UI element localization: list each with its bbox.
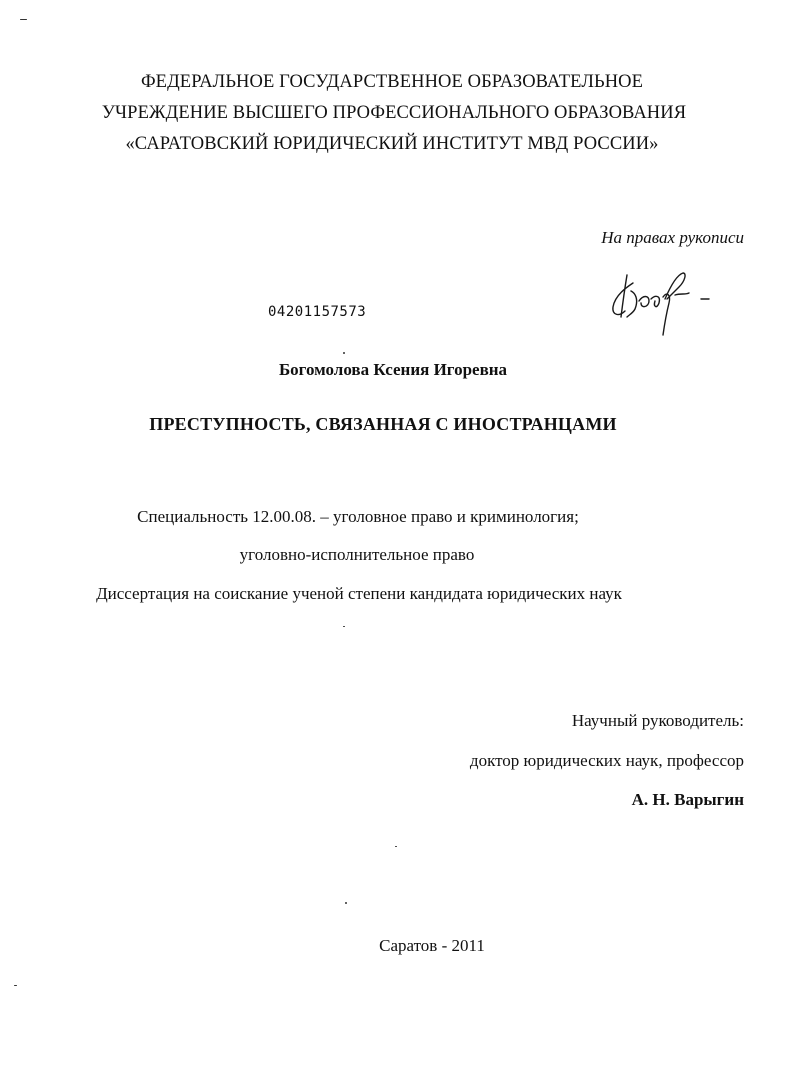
institution-line-1: ФЕДЕРАЛЬНОЕ ГОСУДАРСТВЕННОЕ ОБРАЗОВАТЕЛЬНОЕ <box>140 72 644 92</box>
scan-dot <box>395 846 397 847</box>
dissertation-degree-line: Диссертация на соискание ученой степени кандидата юридических наук <box>96 584 622 603</box>
place-year: Саратов - 2011 <box>379 936 485 955</box>
supervisor-label: Научный руководитель: <box>571 711 744 730</box>
scan-mark <box>14 985 17 986</box>
scan-dot <box>343 626 345 627</box>
signature-image <box>605 265 715 340</box>
supervisor-name: А. Н. Варыгин <box>631 790 744 809</box>
manuscript-note: На правах рукописи <box>601 228 744 247</box>
author-name: Богомолова Ксения Игоревна <box>278 360 508 379</box>
specialty-line-1: Специальность 12.00.08. – уголовное право и криминология; <box>137 507 579 526</box>
scan-mark <box>20 19 27 20</box>
scan-dot <box>345 902 347 904</box>
institution-line-3: «САРАТОВСКИЙ ЮРИДИЧЕСКИЙ ИНСТИТУТ МВД РОССИИ» <box>125 134 659 154</box>
supervisor-degree: доктор юридических наук, профессор <box>469 751 744 770</box>
registration-number: 04201157573 <box>268 304 367 320</box>
dissertation-title: ПРЕСТУПНОСТЬ, СВЯЗАННАЯ С ИНОСТРАНЦАМИ <box>149 414 617 434</box>
specialty-line-2: уголовно-исполнительное право <box>239 545 475 564</box>
scan-dot <box>343 352 345 354</box>
institution-line-2: УЧРЕЖДЕНИЕ ВЫСШЕГО ПРОФЕССИОНАЛЬНОГО ОБРАЗОВАНИЯ <box>101 103 687 123</box>
